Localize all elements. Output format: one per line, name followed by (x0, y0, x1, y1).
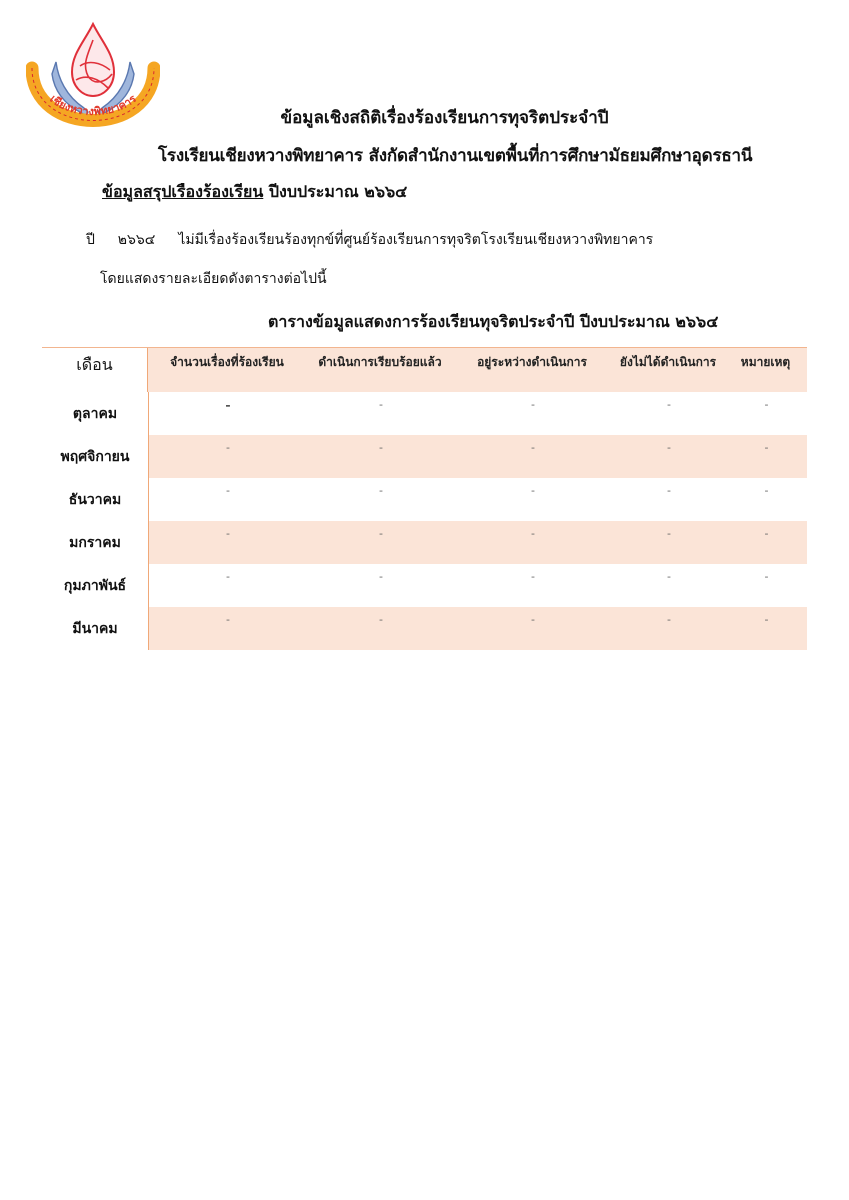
row-month: พฤศจิกายน (42, 435, 149, 478)
cell-remarks: - (764, 484, 769, 497)
cell-remarks: - (764, 441, 769, 454)
header-complaint-count: จำนวนเรื่องที่ร้องเรียน (170, 355, 284, 369)
document-title: ข้อมูลเชิงสถิติเรื่องร้องเรียนการทุจริตประจำปี (280, 108, 609, 128)
complaints-table (42, 347, 807, 650)
table-row (42, 478, 807, 521)
cell-complaint-count: - (226, 484, 230, 497)
table-row (42, 435, 807, 478)
cell-not-started: - (667, 527, 671, 540)
school-affiliation: โรงเรียนเชียงหวางพิทยาคาร สังกัดสำนักงานเขตพื้นที่การศึกษามัธยมศึกษาอุดรธานี (158, 146, 753, 166)
statement-text: ไม่มีเรื่องร้องเรียนร้องทุกข์ที่ศูนย์ร้องเรียนการทุจริตโรงเรียนเชียงหวางพิทยาคาร (178, 232, 654, 248)
cell-remarks: - (764, 398, 769, 411)
cell-complaint-count: - (226, 527, 230, 540)
cell-complaint-count: - (226, 441, 230, 454)
header-remarks: หมายเหตุ (740, 355, 791, 369)
table-header-row (42, 348, 807, 392)
summary-heading-underlined: ข้อมูลสรุปเรืองร้องเรียน (102, 182, 264, 201)
header-in-progress: อยู่ระหว่างดำเนินการ (477, 355, 587, 369)
cell-completed: - (379, 484, 383, 497)
statement-continuation: โดยแสดงรายละเอียดดังตารางต่อไปนี้ (100, 271, 327, 287)
cell-not-started: - (667, 613, 671, 626)
cell-remarks: - (764, 527, 769, 540)
cell-remarks: - (764, 613, 769, 626)
cell-complaint-count: - (226, 613, 230, 626)
cell-in-progress: - (531, 570, 535, 583)
cell-in-progress: - (531, 441, 535, 454)
cell-not-started: - (667, 398, 671, 411)
row-month: กุมภาพันธ์ (42, 564, 149, 607)
cell-complaint-count: - (226, 570, 230, 583)
cell-completed: - (379, 613, 383, 626)
table-row (42, 564, 807, 607)
summary-statement (86, 229, 653, 251)
row-month: ธันวาคม (42, 478, 149, 521)
cell-completed: - (379, 570, 383, 583)
row-month: ตุลาคม (42, 392, 149, 435)
cell-remarks: - (764, 570, 769, 583)
year-value: ๒๖๖๔ (117, 232, 156, 248)
cell-completed: - (379, 398, 383, 411)
cell-in-progress: - (531, 527, 535, 540)
header-not-started: ยังไม่ได้ดำเนินการ (619, 355, 717, 369)
logo-arc-text: เชียงหวางพิทยาคาร (47, 92, 139, 119)
row-month: มกราคม (42, 521, 149, 564)
cell-not-started: - (667, 570, 671, 583)
cell-not-started: - (667, 441, 671, 454)
cell-completed: - (379, 527, 383, 540)
summary-heading-fiscal-year: ปีงบประมาณ ๒๖๖๔ (268, 182, 408, 201)
header-completed: ดำเนินการเรียบร้อยแล้ว (318, 355, 442, 369)
cell-completed: - (379, 441, 383, 454)
header-month: เดือน (42, 348, 148, 392)
table-title: ตารางข้อมูลแสดงการร้องเรียนทุจริตประจำปี ปีงบประมาณ ๒๖๖๔ (268, 312, 719, 331)
cell-complaint-count: - (225, 396, 231, 414)
summary-heading (102, 180, 407, 205)
table-row (42, 521, 807, 564)
cell-not-started: - (667, 484, 671, 497)
cell-in-progress: - (531, 398, 535, 411)
logo-motto: วิชชา จรณสมฺปนฺโน (67, 115, 119, 122)
row-month: มีนาคม (42, 607, 149, 650)
cell-in-progress: - (531, 484, 535, 497)
table-row (42, 392, 807, 435)
cell-in-progress: - (531, 613, 535, 626)
table-row (42, 607, 807, 650)
year-label: ปี (86, 232, 95, 248)
